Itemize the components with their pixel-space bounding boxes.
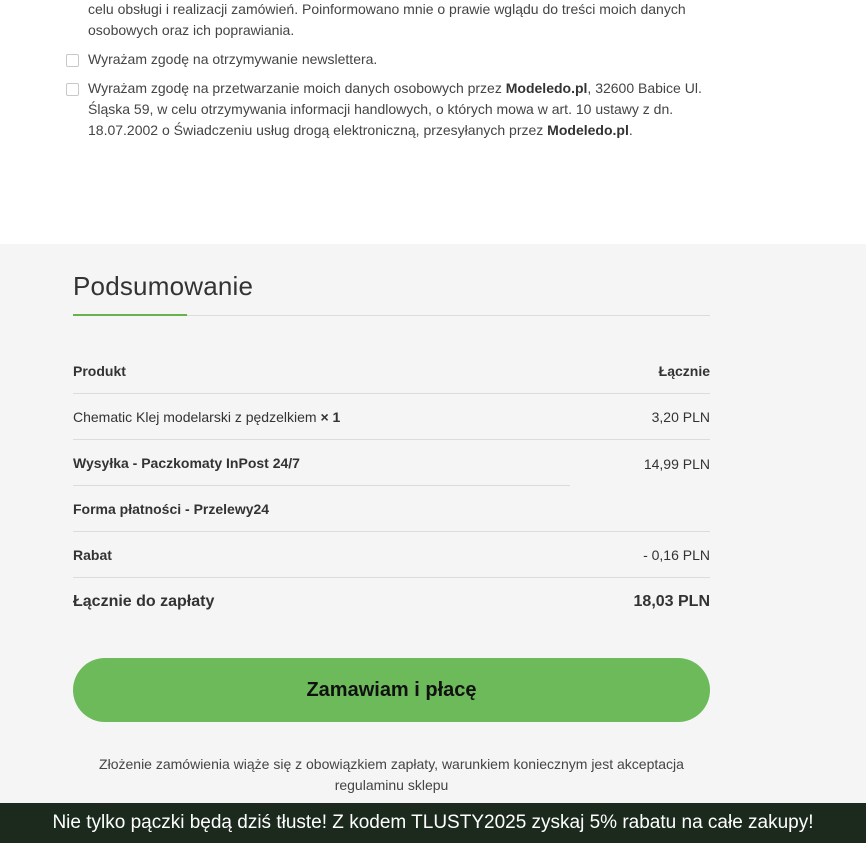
brand-name: Modeledo.pl xyxy=(547,122,629,138)
place-order-button[interactable]: Zamawiam i płacę xyxy=(73,658,710,722)
marketing-data-checkbox[interactable] xyxy=(66,83,79,96)
product-price: 3,20 PLN xyxy=(651,409,710,425)
discount-row xyxy=(73,532,710,578)
shipping-label: Wysyłka - Paczkomaty InPost 24/7 xyxy=(73,455,300,471)
consents-section xyxy=(0,0,866,244)
brand-name: Modeledo.pl xyxy=(505,80,588,96)
title-accent-underline xyxy=(73,314,187,316)
discount-value: - 0,16 PLN xyxy=(643,547,710,563)
promo-banner: Nie tylko pączki będą dziś tłuste! Z kodem TLUSTY2025 zyskaj 5% rabatu na całe zakupy! xyxy=(0,803,866,843)
grand-total-row xyxy=(73,578,710,626)
payment-row xyxy=(73,486,710,532)
discount-label: Rabat xyxy=(73,547,112,563)
summary-header-row xyxy=(73,348,710,394)
header-product: Produkt xyxy=(73,363,126,379)
marketing-consent-label[interactable]: Wyrażam zgodę na przetwarzanie moich danych osobowych przez Modeledo.pl, 32600 Babice Ul. Śląska 59, w celu otrzymywania informacji handlowych, o których mowa w art. 10 ustawy z dn. 18.07.2002 o Świadczeniu usług drogą elektroniczną, przesyłanych przez Modeledo.pl. xyxy=(88,80,702,138)
product-row xyxy=(73,394,710,440)
order-legal-notice: Złożenie zamówienia wiąże się z obowiązkiem zapłaty, warunkiem koniecznym jest akceptacja regulaminu sklepu xyxy=(99,756,684,793)
privacy-consent-text: celu obsługi i realizacji zamówień. Poinformowano mnie o prawie wglądu do treści moich danych osobowych oraz ich poprawiania. xyxy=(88,1,686,38)
order-summary xyxy=(0,244,866,843)
newsletter-checkbox[interactable] xyxy=(66,54,79,67)
grand-total-value: 18,03 PLN xyxy=(633,593,710,610)
grand-total-label: Łącznie do zapłaty xyxy=(73,593,215,610)
newsletter-consent-label[interactable]: Wyrażam zgodę na otrzymywanie newslettera. xyxy=(88,51,378,67)
shipping-row xyxy=(73,440,710,486)
product-name: Chematic Klej modelarski z pędzelkiem xyxy=(73,409,317,425)
summary-title: Podsumowanie xyxy=(73,271,254,301)
header-total: Łącznie xyxy=(658,363,710,379)
product-quantity: × 1 xyxy=(320,409,341,425)
shipping-price: 14,99 PLN xyxy=(643,456,710,472)
payment-label: Forma płatności - Przelewy24 xyxy=(73,501,270,517)
